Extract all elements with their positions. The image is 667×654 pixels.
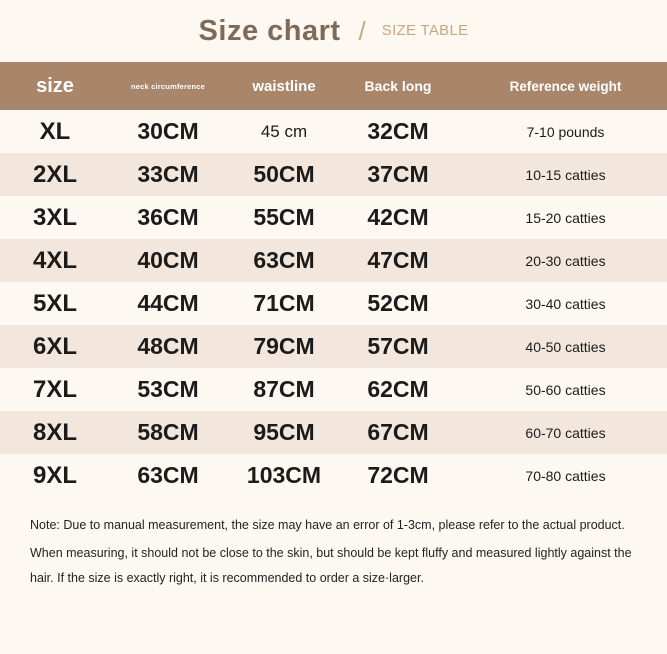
cell-size: 2XL	[32, 160, 77, 188]
table-header	[0, 62, 667, 110]
cell-waist: 50CM	[253, 161, 315, 187]
cell-back: 42CM	[367, 204, 429, 230]
page-header	[0, 0, 667, 62]
cell-neck: 58CM	[137, 419, 199, 445]
cell-back: 57CM	[367, 333, 429, 359]
table-row	[0, 282, 667, 325]
cell-back: 72CM	[367, 462, 429, 488]
table-row	[0, 196, 667, 239]
cell-back: 67CM	[367, 419, 429, 445]
cell-reference-weight: 50-60 catties	[525, 381, 606, 398]
cell-reference-weight: 15-20 catties	[525, 209, 606, 226]
column-header-size: size	[0, 62, 110, 110]
cell-size: XL	[39, 117, 71, 145]
page-subtitle: SIZE TABLE	[381, 21, 469, 39]
page-title: Size chart	[198, 14, 341, 47]
cell-waist: 71CM	[253, 290, 315, 316]
table-row	[0, 110, 667, 153]
table-row	[0, 239, 667, 282]
cell-reference-weight: 60-70 catties	[525, 424, 606, 441]
cell-size: 5XL	[32, 289, 77, 317]
cell-waist: 55CM	[253, 204, 315, 230]
cell-reference-weight: 10-15 catties	[525, 166, 606, 183]
cell-waist: 79CM	[253, 333, 315, 359]
table-header-row	[0, 62, 667, 110]
cell-neck: 53CM	[137, 376, 199, 402]
cell-reference-weight: 70-80 catties	[525, 467, 606, 484]
column-header-back-long: Back long	[342, 62, 454, 110]
cell-waist: 45 cm	[260, 121, 308, 141]
table-row	[0, 454, 667, 497]
cell-neck: 36CM	[137, 204, 199, 230]
table-row	[0, 325, 667, 368]
table-row	[0, 411, 667, 454]
cell-neck: 63CM	[137, 462, 199, 488]
cell-size: 4XL	[32, 246, 77, 274]
cell-size: 7XL	[32, 375, 77, 403]
cell-waist: 103CM	[246, 462, 322, 488]
table-body	[0, 110, 667, 497]
cell-size: 3XL	[32, 203, 77, 231]
cell-size: 9XL	[32, 461, 77, 489]
table-row	[0, 153, 667, 196]
cell-neck: 44CM	[137, 290, 199, 316]
cell-back: 47CM	[367, 247, 429, 273]
column-header-neck-circumference: neck circumference	[110, 62, 226, 110]
cell-back: 32CM	[367, 118, 429, 144]
cell-waist: 63CM	[253, 247, 315, 273]
title-separator: /	[358, 15, 366, 46]
cell-back: 62CM	[367, 376, 429, 402]
cell-back: 52CM	[367, 290, 429, 316]
cell-waist: 95CM	[253, 419, 315, 445]
column-header-waistline: waistline	[226, 62, 342, 110]
cell-reference-weight: 7-10 pounds	[526, 123, 605, 140]
cell-size: 8XL	[32, 418, 77, 446]
cell-neck: 33CM	[137, 161, 199, 187]
cell-reference-weight: 40-50 catties	[525, 338, 606, 355]
note-measuring-instructions: When measuring, it should not be close to the skin, but should be kept fluffy and measured lightly against the hair. If the size is exactly right, it is recommended to order a size·larger.	[30, 546, 632, 585]
notes-section	[0, 497, 667, 590]
cell-neck: 48CM	[137, 333, 199, 359]
cell-reference-weight: 30-40 catties	[525, 295, 606, 312]
cell-size: 6XL	[32, 332, 77, 360]
size-table	[0, 62, 667, 497]
note-measurement-error: Note: Due to manual measurement, the size may have an error of 1-3cm, please refer to the actual product.	[30, 518, 625, 532]
cell-back: 37CM	[367, 161, 429, 187]
cell-neck: 40CM	[137, 247, 199, 273]
column-header-reference-weight: Reference weight	[454, 62, 667, 110]
cell-waist: 87CM	[253, 376, 315, 402]
cell-reference-weight: 20-30 catties	[525, 252, 606, 269]
table-row	[0, 368, 667, 411]
cell-neck: 30CM	[137, 118, 199, 144]
